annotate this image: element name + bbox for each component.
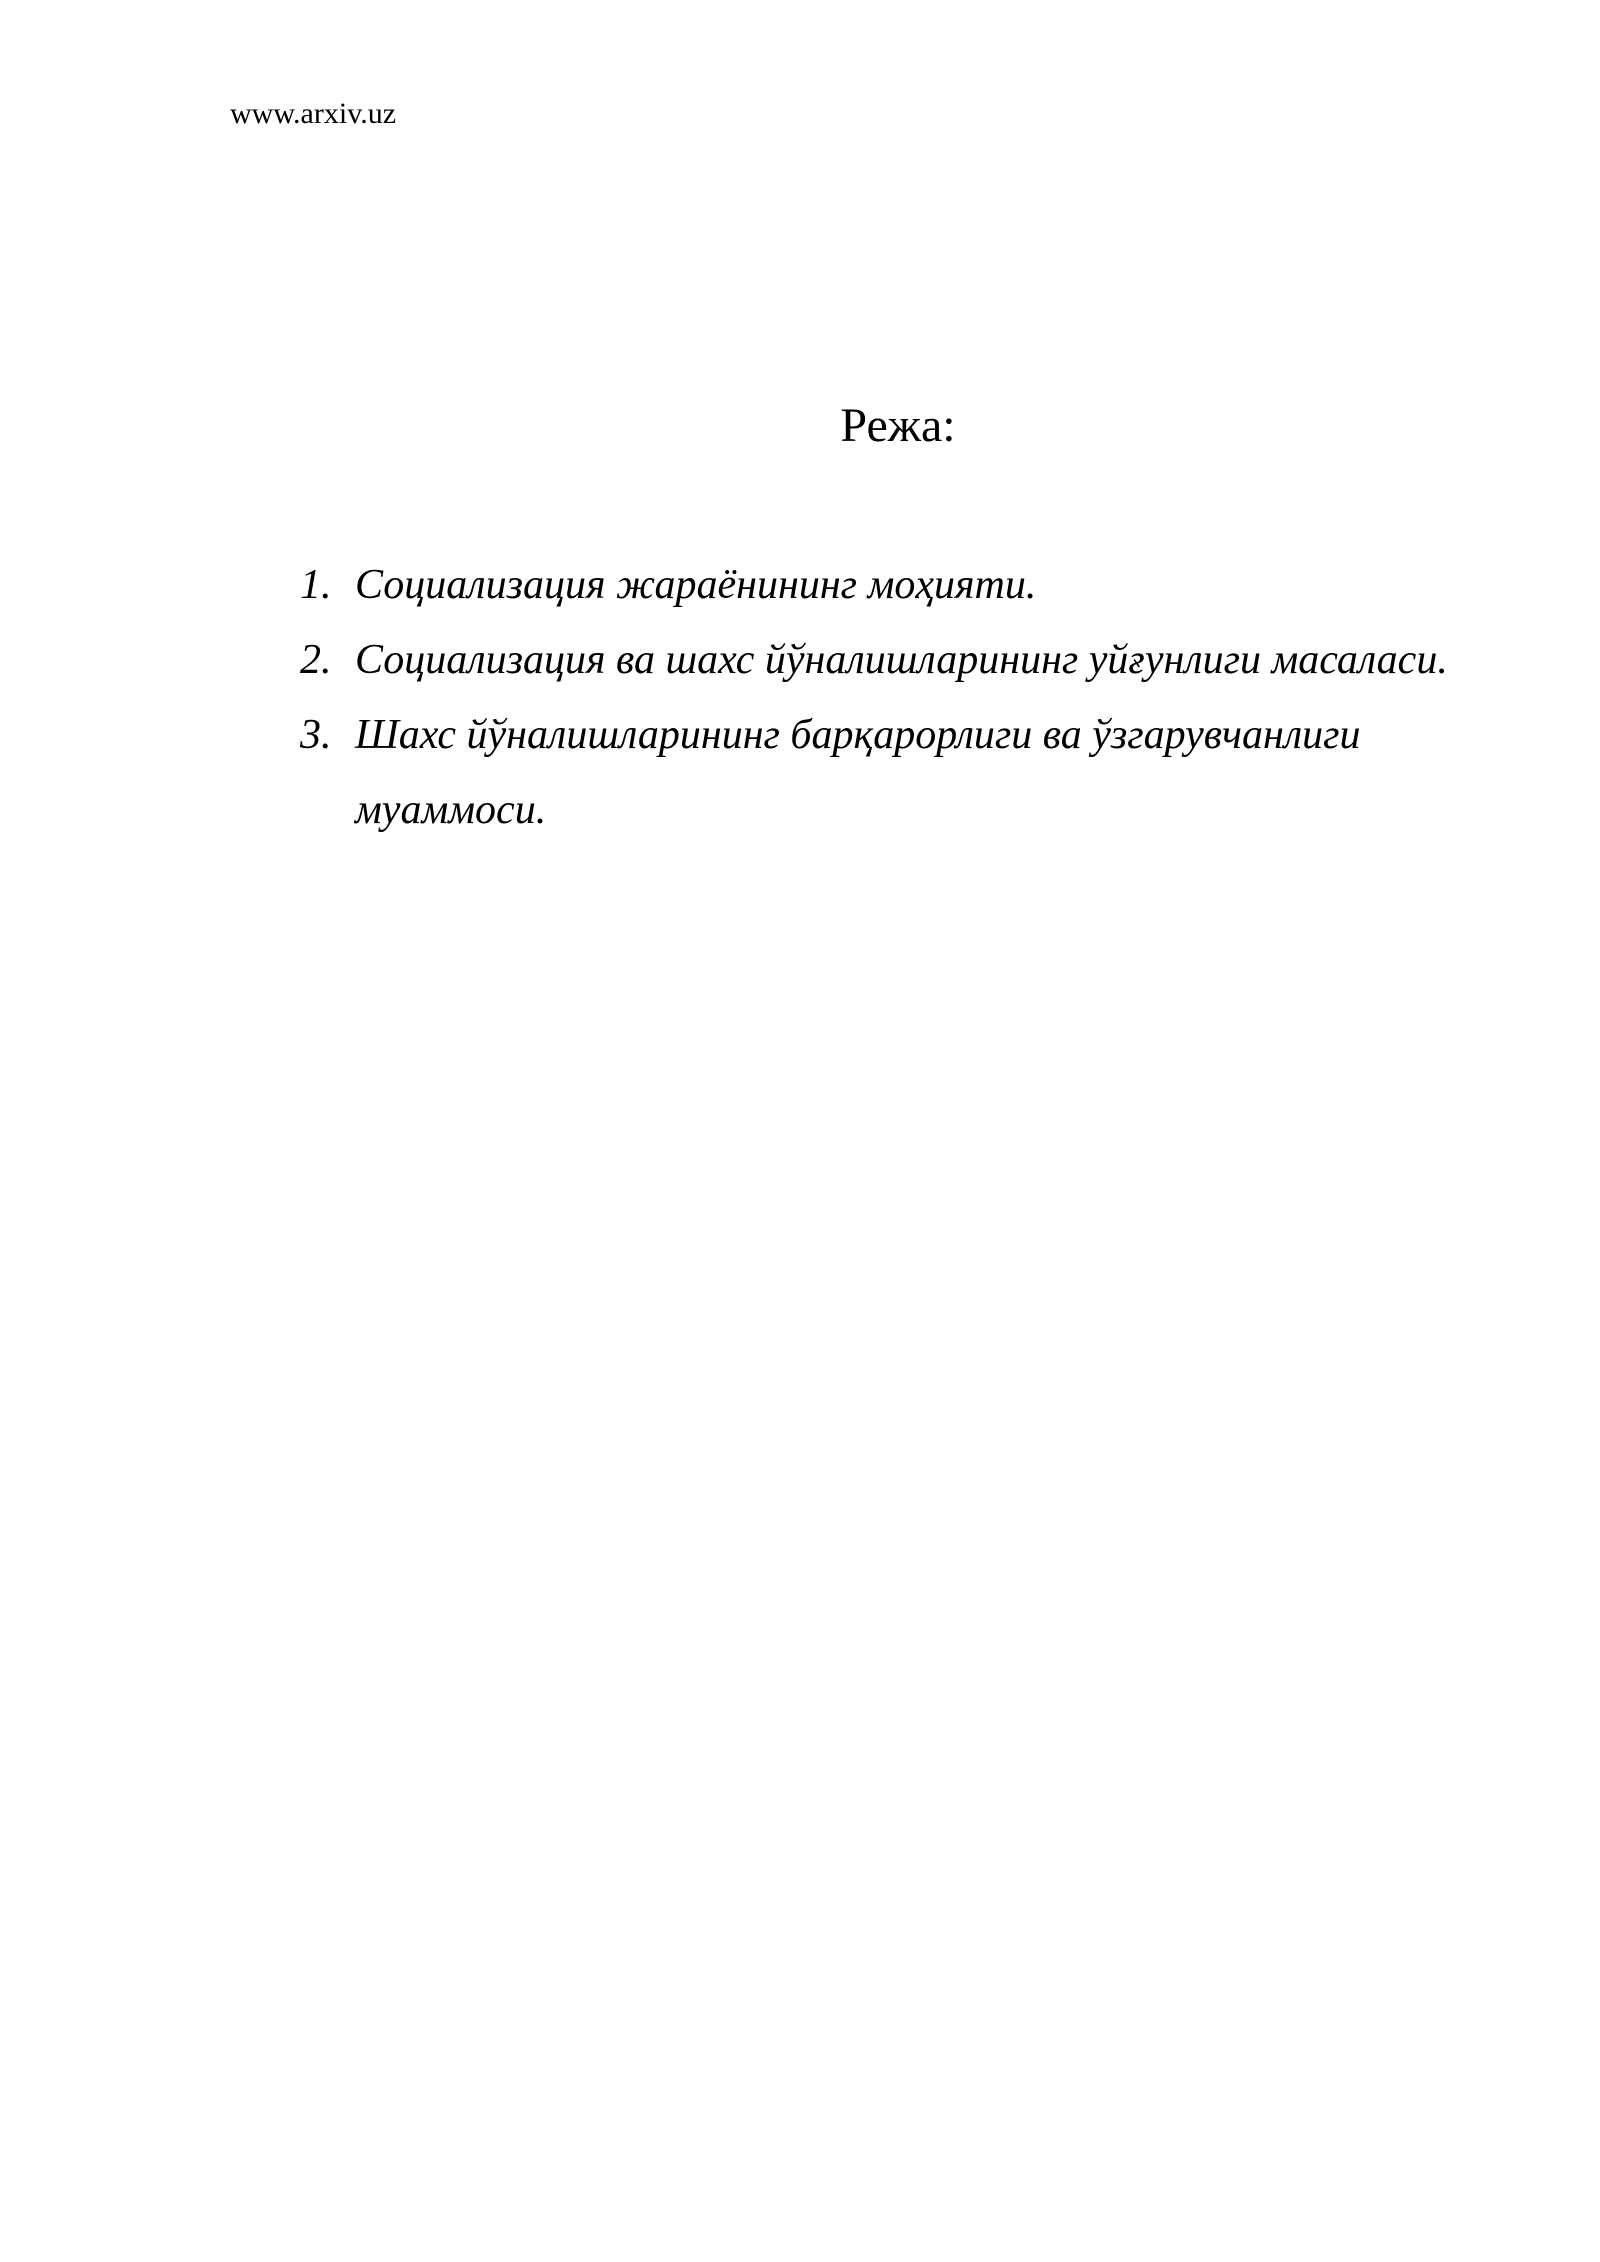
plan-item-number: 2. [300, 637, 332, 683]
plan-item-number: 3. [300, 712, 332, 758]
plan-list [300, 548, 1500, 848]
plan-item-text: Социализация ва шахс йўналишларининг уйғунлиги масаласи. [355, 637, 1448, 683]
plan-item-2 [300, 623, 1500, 698]
plan-item-text: Шахс йўналишларининг барқарорлиги ва ўзгарувчанлиги муаммоси. [355, 712, 1361, 833]
plan-item-3 [300, 698, 1500, 848]
plan-item-number: 1. [300, 562, 332, 608]
plan-item-text: Социализация жараёнининг моҳияти. [355, 562, 1037, 608]
plan-item-1 [300, 548, 1500, 623]
page-title: Режа: [840, 399, 956, 452]
page-header-site: www.arxiv.uz [230, 97, 397, 130]
